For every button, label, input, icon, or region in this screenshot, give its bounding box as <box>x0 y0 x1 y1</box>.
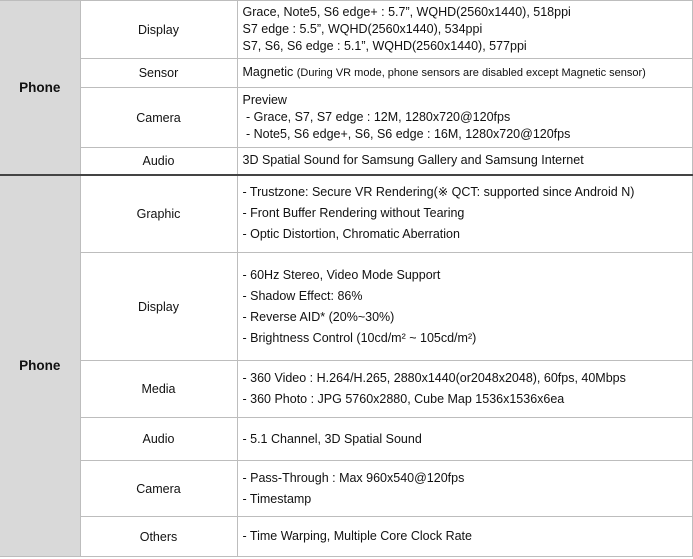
table-row <box>0 517 693 557</box>
table-row <box>0 88 693 148</box>
display-spec <box>237 1 693 59</box>
category-sensor: Sensor <box>80 59 237 88</box>
spec-line: - Trustzone: Secure VR Rendering(※ QCT: supported since Android N) <box>242 185 635 200</box>
spec-line: - 5.1 Channel, 3D Spatial Sound <box>242 431 422 446</box>
camera-spec <box>237 88 693 148</box>
category-audio: Audio <box>80 418 237 461</box>
category-others: Others <box>80 517 237 557</box>
category-audio: Audio <box>80 148 237 175</box>
sensor-spec <box>237 59 693 88</box>
table-row <box>0 59 693 88</box>
table-row <box>0 148 693 175</box>
sensor-note: (During VR mode, phone sensors are disabled except Magnetic sensor) <box>296 67 646 79</box>
spec-line: 3D Spatial Sound for Samsung Gallery and Samsung Internet <box>242 153 584 168</box>
display-spec <box>237 253 693 361</box>
table-row <box>0 253 693 361</box>
spec-line: - Time Warping, Multiple Core Clock Rate <box>242 529 472 543</box>
category-camera: Camera <box>80 461 237 517</box>
audio-spec <box>237 418 693 461</box>
spec-line: - Brightness Control (10cd/m² ~ 105cd/m²) <box>242 330 477 345</box>
spec-line: - Front Buffer Rendering without Tearing <box>242 206 465 221</box>
spec-line: Preview <box>242 93 287 107</box>
spec-line: - Shadow Effect: 86% <box>242 288 363 303</box>
table-row <box>0 1 693 59</box>
category-media: Media <box>80 361 237 418</box>
spec-line: Grace, Note5, S6 edge+ : 5.7”, WQHD(2560x1440), 518ppi <box>242 5 571 19</box>
spec-line: - Timestamp <box>242 491 312 506</box>
group-label-phone: Phone <box>0 1 80 175</box>
audio-spec <box>237 148 693 175</box>
spec-line: - Optic Distortion, Chromatic Aberration <box>242 227 460 242</box>
spec-line: - Grace, S7, S7 edge : 12M, 1280x720@120fps <box>242 110 511 124</box>
spec-line: - 360 Video : H.264/H.265, 2880x1440(or2048x2048), 60fps, 40Mbps <box>242 371 626 385</box>
spec-line: - Note5, S6 edge+, S6, S6 edge : 16M, 1280x720@120fps <box>242 127 571 141</box>
table-row <box>0 418 693 461</box>
category-camera: Camera <box>80 88 237 148</box>
others-spec <box>237 517 693 557</box>
spec-line: - Reverse AID* (20%~30%) <box>242 309 395 324</box>
category-display: Display <box>80 1 237 59</box>
spec-line: S7, S6, S6 edge : 5.1”, WQHD(2560x1440), 577ppi <box>242 39 527 53</box>
camera-spec <box>237 461 693 517</box>
table-row <box>0 175 693 253</box>
graphic-spec <box>237 175 693 253</box>
spec-line: - 60Hz Stereo, Video Mode Support <box>242 267 441 282</box>
sensor-main: Magnetic <box>242 65 294 79</box>
media-spec <box>237 361 693 418</box>
spec-line: - 360 Photo : JPG 5760x2880, Cube Map 1536x1536x6ea <box>242 392 565 406</box>
category-display: Display <box>80 253 237 361</box>
category-graphic: Graphic <box>80 175 237 253</box>
spec-line: S7 edge : 5.5”, WQHD(2560x1440), 534ppi <box>242 22 483 36</box>
table-row <box>0 361 693 418</box>
table-row <box>0 461 693 517</box>
spec-line: - Pass-Through : Max 960x540@120fps <box>242 470 465 485</box>
group-label-phone: Phone <box>0 175 80 557</box>
